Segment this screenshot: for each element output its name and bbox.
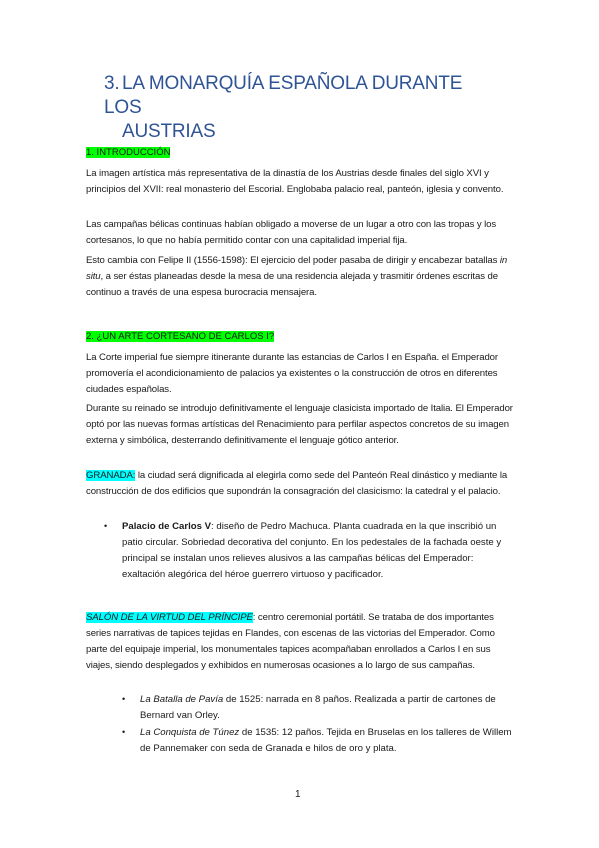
- p3-italic: in situ: [86, 255, 508, 282]
- section1-paragraph1: La imagen artística más representativa de la dinastía de los Austrias desde finales del siglo XVI y principios del XVII: real monasterio del Escorial. Englobaba palacio real, panteón, iglesia y convento.: [86, 168, 504, 195]
- bullet-tunez: [140, 725, 518, 757]
- title-line2: AUSTRIAS: [122, 121, 216, 142]
- p3-text-b: , a ser éstas planeadas desde la mesa de una residencia alejada y trasmitir órdenes escritas de continuo a través de una espesa burocracia mensajera.: [86, 271, 498, 298]
- title-line1: LA MONARQUÍA ESPAÑOLA DURANTE LOS: [104, 73, 463, 118]
- section1-paragraph2: Las campañas bélicas continuas habían obligado a moverse de un lugar a otro con las tropas y los cortesanos, lo que no había permitido contar con una capitalidad imperial fija.: [86, 219, 497, 246]
- salon-paragraph: [86, 610, 518, 674]
- bullet-palacio-text: : diseño de Pedro Machuca. Planta cuadrada en la que inscribió un patio circular. Sobriedad decorativa del conjunto. En los pedestales de la fachada oeste y principal se instalan unos relieves alusivos a las campañas bélicas del Emperador: exaltación alegórica del héroe guerrero virtuoso y pacificador.: [122, 521, 502, 580]
- section1-heading-text: 1. INTRODUCCIÓN: [86, 147, 171, 158]
- page-title: [104, 72, 504, 144]
- granada-label: GRANADA:: [86, 470, 136, 481]
- bullet-pavia-title: La Batalla de Pavía: [140, 694, 224, 705]
- salon-label: SALÓN DE LA VIRTUD DEL PRÍNCIPE: [86, 612, 253, 623]
- bullet-icon: •: [104, 521, 108, 531]
- granada-text: la ciudad será dignificada al elegirla como sede del Panteón Real dinástico y mediante la construcción de dos edificios que supondrán la consagración del clasicismo: la catedral y el palacio.: [86, 470, 508, 497]
- bullet-icon: •: [122, 727, 126, 737]
- section2-heading-text: 2. ¿UN ARTE CORTESANO DE CARLOS I?: [86, 331, 275, 342]
- section2-paragraph1: La Corte imperial fue siempre itinerante durante las estancias de Carlos I en España. el Emperador promovería el acondicionamiento de palacios ya existentes o la construcción de otros en diferentes ciudades españolas.: [86, 352, 499, 395]
- bullet-pavia-text: de 1525: narrada en 8 paños. Realizada a partir de cartones de Bernard van Orley.: [140, 694, 496, 721]
- p3-text-a: Esto cambia con Felipe II (1556-1598): El ejercicio del poder pasaba de dirigir y encabezar batallas: [86, 255, 500, 266]
- bullet-tunez-text: de 1535: 12 paños. Tejida en Bruselas en los talleres de Willem de Pannemaker con seda de Granada e hilos de oro y plata.: [140, 727, 512, 754]
- bullet-palacio: [122, 519, 518, 583]
- title-number: 3.: [104, 73, 120, 94]
- bullet-icon: •: [122, 694, 126, 704]
- bullet-tunez-title: La Conquista de Túnez: [140, 727, 240, 738]
- section2-paragraph2: Durante su reinado se introdujo definitivamente el lenguaje clasicista importado de Italia. El Emperador optó por las nuevas formas artísticas del Renacimiento para perfilar aspectos concretos de su imagen externa y simbólica, desterrando definitivamente el lenguaje gótico anterior.: [86, 403, 513, 446]
- salon-text: : centro ceremonial portátil. Se trataba de dos importantes series narrativas de tapices tejidas en Flandes, con escenas de las victorias del Emperador. Como parte del equipaje imperial, los monumentales tapices acompañaban enrollados a Carlos I en sus viajes, siendo desplegados y exhibidos en numerosas ocasiones a lo largo de sus campañas.: [86, 612, 495, 671]
- section1-paragraph3: [86, 253, 518, 301]
- granada-paragraph: [86, 468, 518, 500]
- bullet-palacio-title: Palacio de Carlos V: [122, 521, 212, 532]
- section2-heading: [86, 330, 274, 343]
- bullet-pavia: [140, 692, 518, 724]
- section1-heading: [86, 146, 170, 159]
- page-number: 1: [295, 789, 301, 800]
